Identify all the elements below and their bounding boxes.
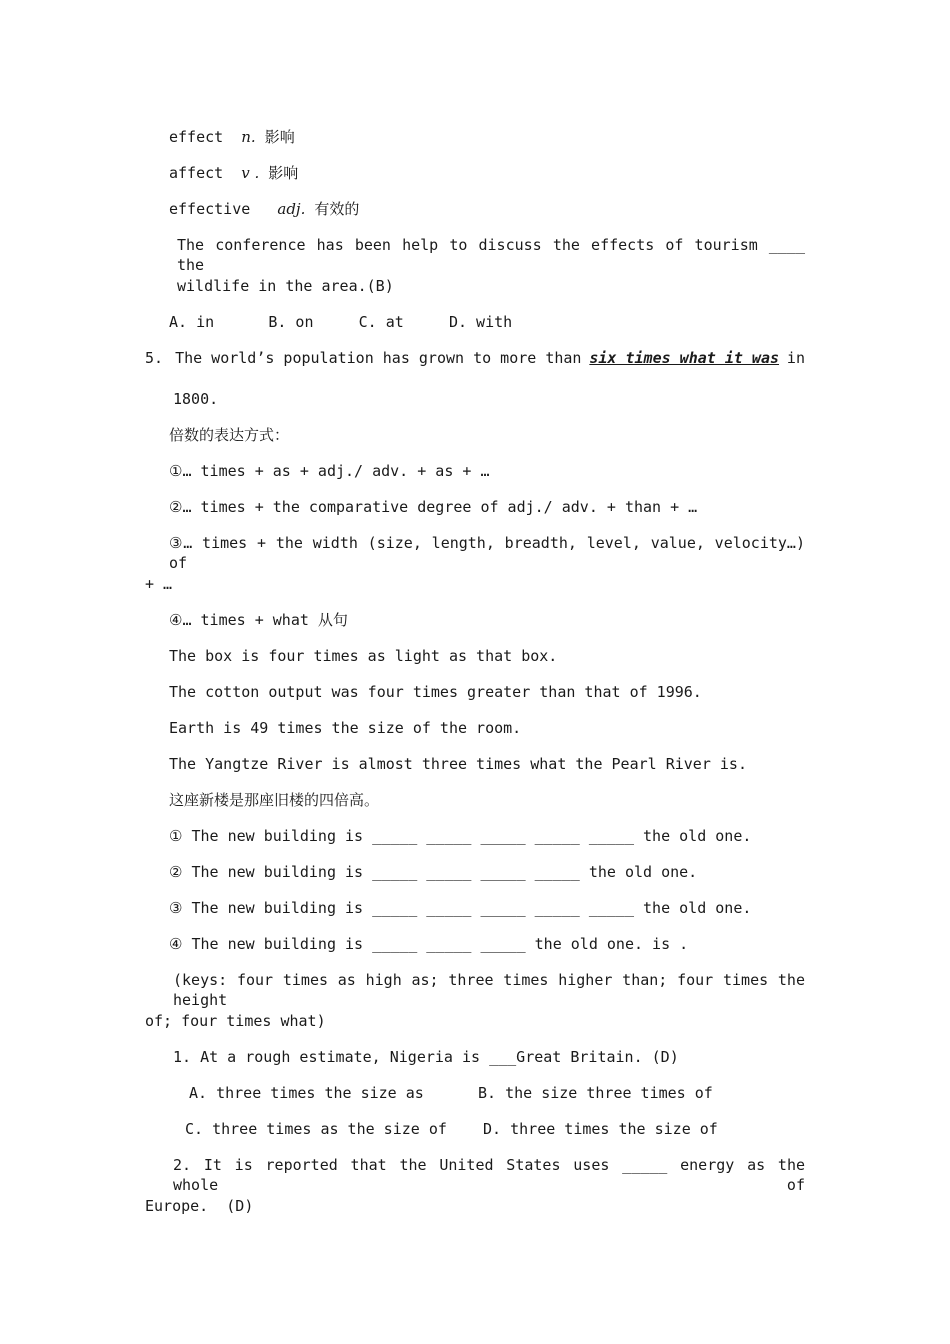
vocab-effective: [169, 199, 359, 219]
vocab-pos: adj.: [277, 200, 306, 218]
translation-prompt: 这座新楼是那座旧楼的四倍高。: [169, 791, 380, 809]
item5-highlight: six times what it was: [589, 349, 780, 367]
vocab-word: effect: [169, 128, 224, 146]
multiples-heading: 倍数的表达方式：: [169, 426, 290, 444]
vocab-pos: v .: [241, 164, 260, 182]
example-sentence: The Yangtze River is almost three times what the Pearl River is.: [169, 755, 747, 773]
example-sentence: The cotton output was four times greater than that of 1996.: [169, 683, 702, 701]
item5-pre: The world’s population has grown to more than: [175, 349, 582, 367]
formula-3-line1: ③… times + the width (size, length, breadth, level, value, velocity…) of: [169, 534, 805, 572]
vocab-word: effective: [169, 200, 251, 218]
vocab-meaning: 影响: [268, 164, 299, 182]
item5-sentence: [175, 348, 805, 368]
example-sentence: The box is four times as light as that box.: [169, 647, 558, 665]
exercise-2-question-line2: Europe. (D): [145, 1197, 254, 1215]
translation-item: ② The new building is _____ _____ _____ _____ the old one.: [169, 863, 698, 881]
translation-keys-line1: (keys: four times as high as; three times higher than; four times the height: [173, 971, 805, 1009]
question-effect-options: A. in B. on C. at D. with: [169, 313, 513, 331]
translation-item: ① The new building is _____ _____ _____ _____ _____ the old one.: [169, 827, 752, 845]
translation-item: ③ The new building is _____ _____ _____ _____ _____ the old one.: [169, 899, 752, 917]
vocab-word: affect: [169, 164, 224, 182]
example-sentence: Earth is 49 times the size of the room.: [169, 719, 522, 737]
vocab-meaning: 影响: [264, 128, 295, 146]
item5-line1: [145, 348, 805, 368]
exercise-2-question-line1: 2. It is reported that the United States uses _____ energy as the whole of: [173, 1156, 805, 1194]
question-effect-line2: wildlife in the area.(B): [177, 277, 394, 295]
translation-keys-line2: of; four times what): [145, 1012, 326, 1030]
vocab-effect: [169, 127, 295, 147]
question-effect-line1: The conference has been help to discuss the effects of tourism ____ the: [177, 236, 805, 274]
formula-4: ④… times + what 从句: [169, 611, 348, 629]
formula-1: ①… times + as + adj./ adv. + as + …: [169, 462, 490, 480]
vocab-meaning: 有效的: [314, 200, 360, 218]
exercise-1-options-ab: A. three times the size as B. the size three times of: [189, 1084, 713, 1102]
vocab-affect: [169, 163, 298, 183]
exercise-1-options-cd: C. three times as the size of D. three times the size of: [185, 1120, 718, 1138]
item5-line2: 1800.: [173, 390, 219, 408]
item5-post: in: [786, 349, 805, 367]
exercise-1-question: 1. At a rough estimate, Nigeria is ___Great Britain. (D): [173, 1048, 679, 1066]
formula-3-line2: + …: [145, 575, 173, 593]
translation-item: ④ The new building is _____ _____ _____ the old one. is .: [169, 935, 689, 953]
item5-number: 5.: [145, 349, 164, 367]
vocab-pos: n.: [241, 128, 256, 146]
formula-2: ②… times + the comparative degree of adj./ adv. + than + …: [169, 498, 698, 516]
